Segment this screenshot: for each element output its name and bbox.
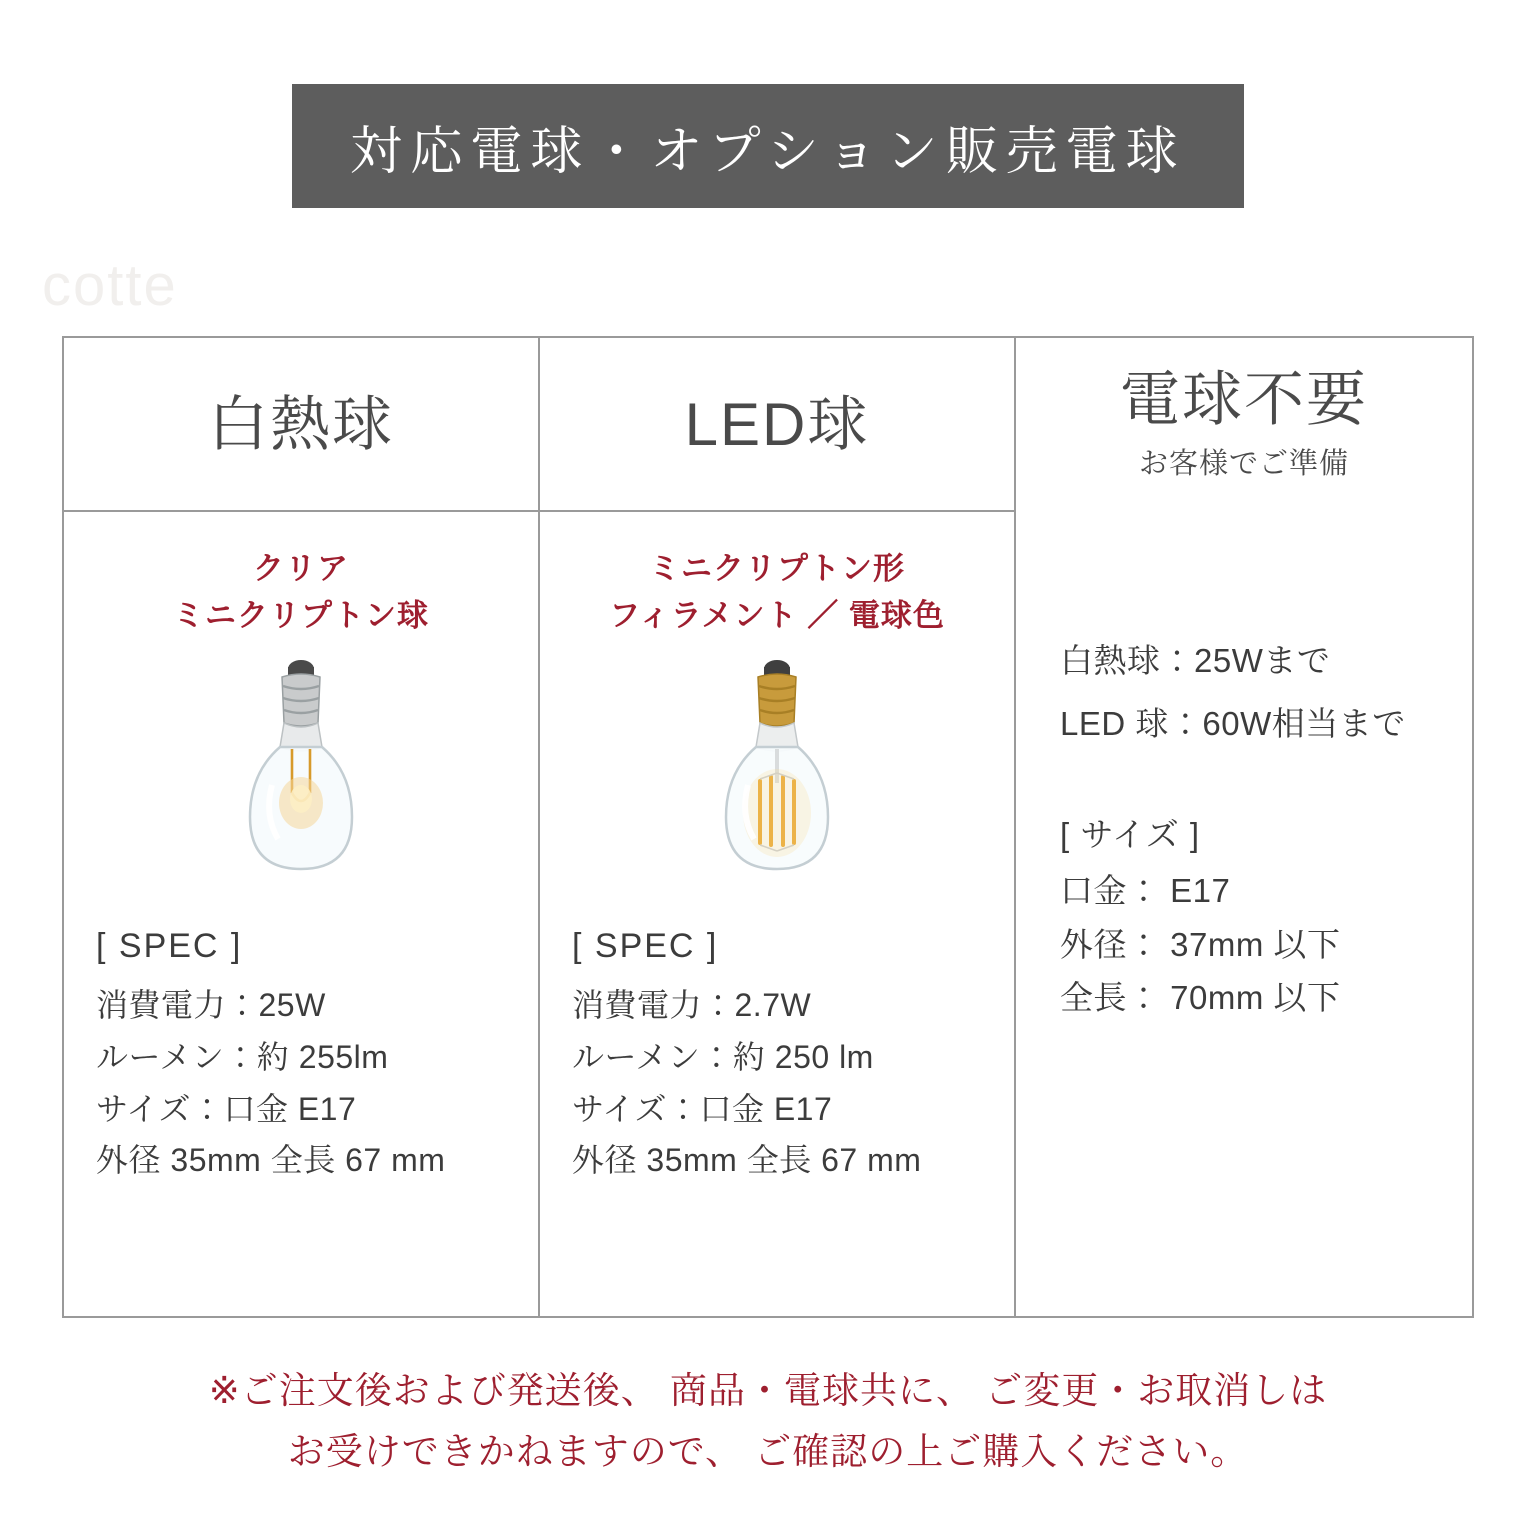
bulb-type-name — [540, 546, 1014, 639]
column-header-led — [540, 338, 1014, 512]
table-column-led — [540, 338, 1016, 1316]
column-body-led — [540, 512, 1014, 1316]
bulb-type-name-line1: ミニクリプトン形 — [649, 551, 905, 586]
spec-line: ルーメン：約 250 lm — [572, 1038, 874, 1075]
wattage-line: LED 球：60W相当まで — [1060, 704, 1406, 742]
incandescent-bulb-icon — [64, 653, 538, 913]
spec-line: ルーメン：約 255lm — [96, 1038, 389, 1075]
column-header-no-bulb — [1016, 338, 1472, 512]
column-body-no-bulb — [1016, 512, 1472, 1316]
column-title: 白熱球 — [208, 390, 394, 458]
header-banner — [292, 84, 1244, 208]
customer-prepared-info — [1060, 630, 1472, 1025]
size-line: 口金： E17 — [1060, 872, 1231, 910]
column-title: LED球 — [684, 390, 870, 458]
spec-line: サイズ：口金 E17 — [572, 1090, 833, 1127]
spec-line: 外径 35mm 全長 67 mm — [572, 1142, 922, 1179]
bulb-type-name-line1: クリア — [253, 551, 349, 586]
bulb-type-name — [64, 546, 538, 639]
column-header-incandescent — [64, 338, 538, 512]
spec-line: サイズ：口金 E17 — [96, 1090, 357, 1127]
footer-notice — [0, 1360, 1536, 1482]
column-body-incandescent — [64, 512, 538, 1316]
bulb-type-name-line2: フィラメント ／ 電球色 — [609, 597, 945, 633]
spec-block-led — [572, 927, 1014, 1187]
watermark-logo: cotte — [42, 253, 178, 318]
column-title: 電球不要 — [1120, 366, 1368, 433]
led-filament-bulb-icon — [540, 653, 1014, 913]
spec-line: 外径 35mm 全長 67 mm — [96, 1142, 446, 1179]
table-column-incandescent — [64, 338, 540, 1316]
footer-notice-line1: ※ご注文後および発送後、 商品・電球共に、 ご変更・お取消しは — [208, 1370, 1328, 1411]
wattage-line: 白熱球：25Wまで — [1060, 642, 1331, 679]
footer-notice-line2: お受けできかねますので、 ご確認の上ご購入ください。 — [287, 1431, 1249, 1473]
spec-line: 消費電力：25W — [96, 987, 326, 1023]
spec-heading: [ SPEC ] — [96, 927, 243, 965]
bulb-type-name-line2: ミニクリプトン球 — [173, 597, 429, 633]
spec-heading: [ SPEC ] — [572, 927, 719, 965]
page-title: 対応電球・オプション販売電球 — [350, 122, 1186, 181]
spec-block-incandescent — [96, 927, 538, 1187]
size-heading: [ サイズ ] — [1060, 816, 1201, 854]
size-line: 全長： 70mm 以下 — [1060, 979, 1341, 1017]
spec-line: 消費電力：2.7W — [572, 987, 812, 1023]
table-column-no-bulb — [1016, 338, 1472, 1316]
size-line: 外径： 37mm 以下 — [1060, 925, 1341, 963]
column-subtitle: お客様でご準備 — [1138, 448, 1349, 480]
bulb-spec-table — [62, 336, 1474, 1318]
